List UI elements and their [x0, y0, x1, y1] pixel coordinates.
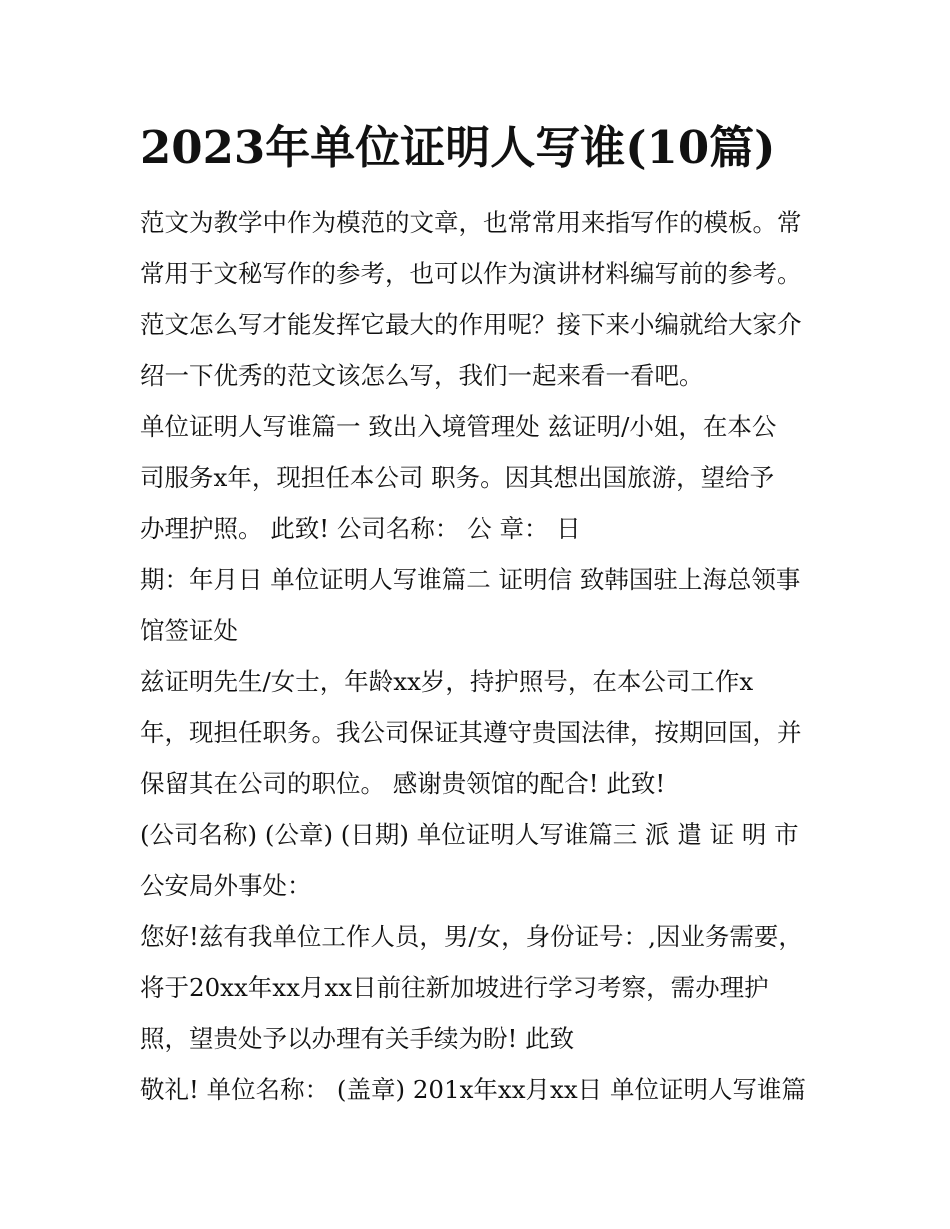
body-line: 敬礼! 单位名称： (盖章) 201x年xx月xx日 单位证明人写谁篇	[140, 1075, 806, 1104]
document-title: 2023年单位证明人写谁(10篇)	[140, 121, 776, 174]
body-line: 常用于文秘写作的参考，也可以作为演讲材料编写前的参考。	[140, 259, 802, 288]
body-line: 单位证明人写谁篇一 致出入境管理处 兹证明/小姐，在本公	[140, 412, 777, 441]
body-line: 公安局外事处：	[140, 871, 312, 900]
body-line: 期：年月日 单位证明人写谁篇二 证明信 致韩国驻上海总领事	[140, 565, 801, 594]
body-line: 办理护照。 此致! 公司名称： 公 章： 日	[140, 514, 581, 543]
body-line: 兹证明先生/女士，年龄xx岁，持护照号，在本公司工作x	[140, 667, 754, 696]
body-line: 范文为教学中作为模范的文章，也常常用来指写作的模板。常	[140, 208, 802, 237]
body-line: 绍一下优秀的范文该怎么写，我们一起来看一看吧。	[140, 361, 704, 390]
document-body	[140, 202, 820, 1120]
body-line: 司服务x年，现担任本公司 职务。因其想出国旅游，望给予	[140, 463, 775, 492]
body-line: 范文怎么写才能发挥它最大的作用呢？接下来小编就给大家介	[140, 310, 802, 339]
body-line: 保留其在公司的职位。 感谢贵领馆的配合! 此致!	[140, 769, 666, 798]
body-line: 照，望贵处予以办理有关手续为盼! 此致	[140, 1024, 575, 1053]
body-line: (公司名称) (公章) (日期) 单位证明人写谁篇三 派 遣 证 明 市	[140, 820, 799, 849]
body-line: 年，现担任职务。我公司保证其遵守贵国法律，按期回国，并	[140, 718, 802, 747]
body-line: 您好!兹有我单位工作人员，男/女，身份证号：,因业务需要，	[140, 922, 803, 951]
body-line: 馆签证处	[140, 616, 238, 645]
body-line: 将于20xx年xx月xx日前往新加坡进行学习考察，需办理护	[140, 973, 769, 1002]
